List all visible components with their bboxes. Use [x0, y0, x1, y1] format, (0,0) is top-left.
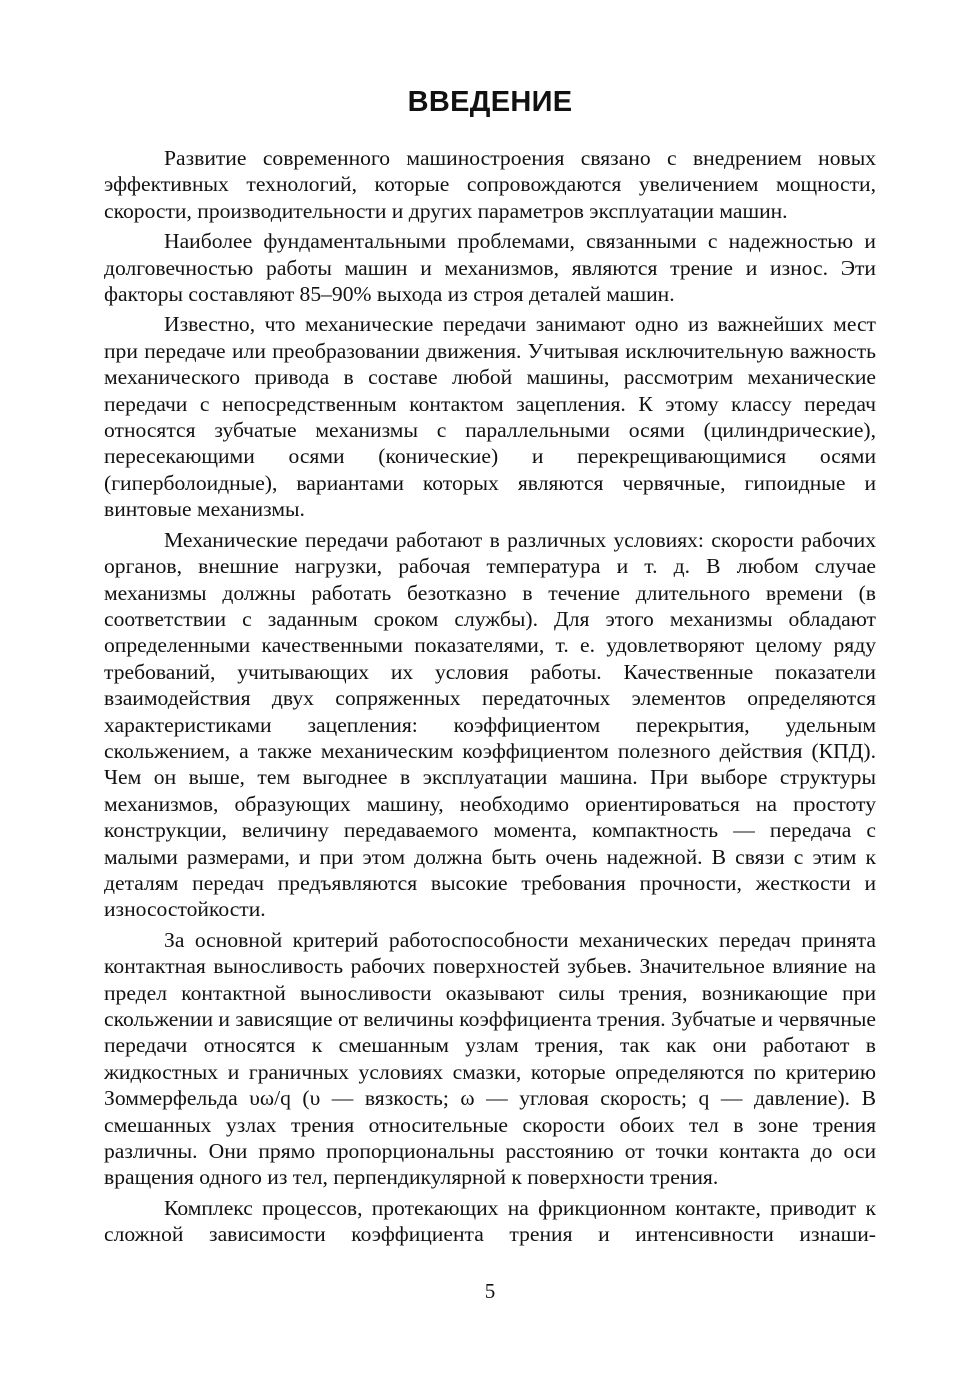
- paragraph-1: Развитие современного машиностроения связано с внедрением новых эффективных технологий, которые сопровождаются увеличением мощности, скорости, производительности и других параметров эксплуатации машин.: [104, 146, 876, 223]
- paragraph-4: Механические передачи работают в различных условиях: скорости рабочих органов, внешние нагрузки, рабочая температура и т. д. В любом случае механизмы должны работать безотказно в течение длительного времени (в соответствии с заданным сроком службы). Для этого механизмы обладают определенными качественными показателями, т. е. удовлетворяют целому ряду требований, учитывающих их условия работы. Качественные показатели взаимодействия двух сопряженных передаточных элементов определяются характеристиками зацепления: коэффициентом перекрытия, удельным скольжением, а также механическим коэффициентом полезного действия (КПД). Чем он выше, тем выгоднее в эксплуатации машина. При выборе структуры механизмов, образующих машину, необходимо ориентироваться на простоту конструкции, величину передаваемого момента, компактность — передача с малыми размерами, и при этом должна быть очень надежной. В связи с этим к деталям передач предъявляются высокие требования прочности, жесткости и износостойкости.: [104, 527, 876, 922]
- page-number: 5: [484, 1279, 496, 1303]
- paragraph-2: Наиболее фундаментальными проблемами, связанными с надежностью и долговечностью работы машин и механизмов, являются трение и износ. Эти факторы составляют 85–90% выхода из строя деталей машин.: [104, 229, 876, 307]
- paragraph-3: Известно, что механические передачи занимают одно из важнейших мест при передаче или преобразовании движения. Учитывая исключительную важность механического привода в составе любой машины, рассмотрим механические передачи с непосредственным контактом зацепления. К этому классу передач относятся зубчатые механизмы с параллельными осями (цилиндрические), пересекающими осями (конические) и перекрещивающимися осями (гиперболоидные), вариантами которых являются червячные, гипоидные и винтовые механизмы.: [104, 312, 876, 522]
- body-text: [104, 145, 876, 1252]
- document-page: [104, 0, 876, 1386]
- section-title: ВВЕДЕНИЕ: [407, 86, 573, 118]
- paragraph-5: За основной критерий работоспособности механических передач принята контактная выносливость рабочих поверхностей зубьев. Значительное влияние на предел контактной выносливости оказывают силы трения, возникающие при скольжении и зависящие от величины коэффициента трения. Зубчатые и червячные передачи относятся к смешанным узлам трения, так как они работают в жидкостных и граничных условиях смазки, которые определяются по критерию Зоммерфельда υω/q (υ — вязкость; ω — угловая скорость; q — давление). В смешанных узлах трения относительные скорости обоих тел в зоне трения различны. Они прямо пропорциональны расстоянию от точки контакта до оси вращения одного из тел, перпендикулярной к поверхности трения.: [104, 927, 876, 1190]
- paragraph-6: Комплекс процессов, протекающих на фрикционном контакте, приводит к сложной зависимости коэффициента трения и интенсивности изнаши-: [104, 1195, 876, 1247]
